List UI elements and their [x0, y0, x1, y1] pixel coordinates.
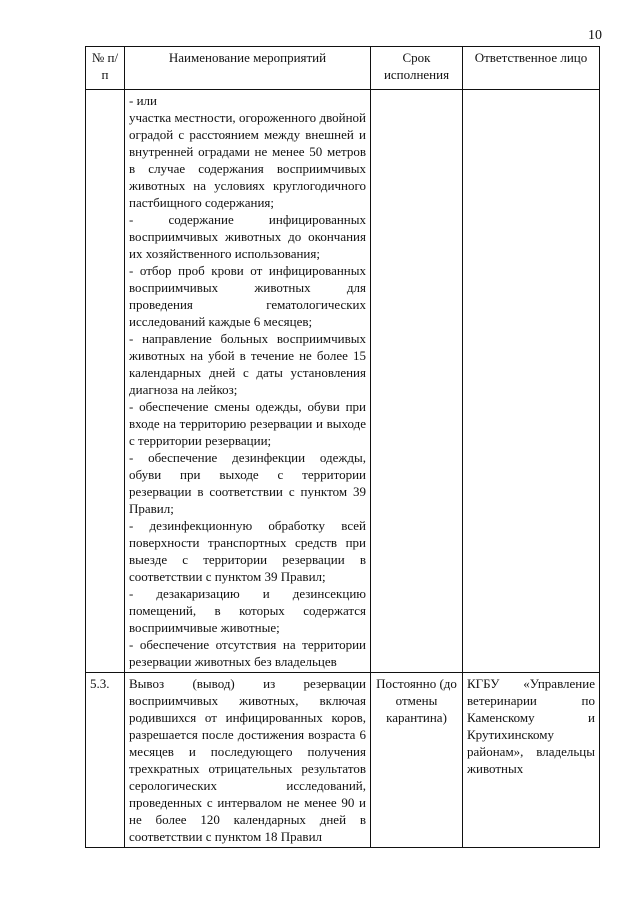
- header-measure-name: Наименование мероприятий: [125, 47, 371, 90]
- table-row-5-3: [86, 673, 600, 848]
- measure-line: - отбор проб крови от инфицированных восприимчивых животных для проведения гематологических исследований каждые 6 месяцев;: [129, 263, 366, 329]
- header-responsible: Ответственное лицо: [463, 47, 600, 90]
- header-term: Срок исполнения: [371, 47, 463, 90]
- table-header-row: [86, 47, 600, 90]
- measures-table: [85, 46, 600, 848]
- measure-line: - содержание инфицированных восприимчивых животных до окончания их хозяйственного использования;: [129, 212, 366, 261]
- cell-responsible: КГБУ «Управление ветеринарии по Каменскому и Крутихинскому районам», владельцы животных: [463, 673, 600, 848]
- measure-line: участка местности, огороженного двойной оградой с расстоянием между внешней и внутренней оградами не менее 50 метров в случае содержания восприимчивых животных на условиях круглогодичного пастбищного содержания;: [129, 110, 366, 210]
- measure-line: - обеспечение смены одежды, обуви при входе на территорию резервации и выходе с территории резервации;: [129, 399, 366, 448]
- measure-line: - или: [129, 93, 157, 108]
- cell-term: [371, 90, 463, 673]
- cell-responsible: [463, 90, 600, 673]
- measure-line: - направление больных восприимчивых животных на убой в течение не более 15 календарных дней с даты установления диагноза на лейкоз;: [129, 331, 366, 397]
- cell-measure-name: Вывоз (вывод) из резервации восприимчивых животных, включая родившихся от инфицированных коров, разрешается после достижения возраста 6 месяцев и последующего получения трехкратных отрицательных результатов серологических исследований, проведенных с интервалом не менее 90 и не более 120 календарных дней в соответствии с пунктом 18 Правил: [125, 673, 371, 848]
- table-row-continuation: [86, 90, 600, 673]
- measure-line: - обеспечение дезинфекции одежды, обуви при выходе с территории резервации в соответствии с пунктом 39 Правил;: [129, 450, 366, 516]
- cell-term: Постоянно (до отмены карантина): [371, 673, 463, 848]
- cell-measures-continuation: [125, 90, 371, 673]
- cell-number: 5.3.: [86, 673, 125, 848]
- measure-line: - дезинфекционную обработку всей поверхности транспортных средств при выезде с территории резервации в соответствии с пунктом 39 Правил;: [129, 518, 366, 584]
- cell-number: [86, 90, 125, 673]
- measure-line: - обеспечение отсутствия на территории резервации животных без владельцев: [129, 637, 366, 669]
- page-number: 10: [588, 28, 602, 43]
- measure-line: - дезакаризацию и дезинсекцию помещений, в которых содержатся восприимчивые животные;: [129, 586, 366, 635]
- header-number: № п/п: [86, 47, 125, 90]
